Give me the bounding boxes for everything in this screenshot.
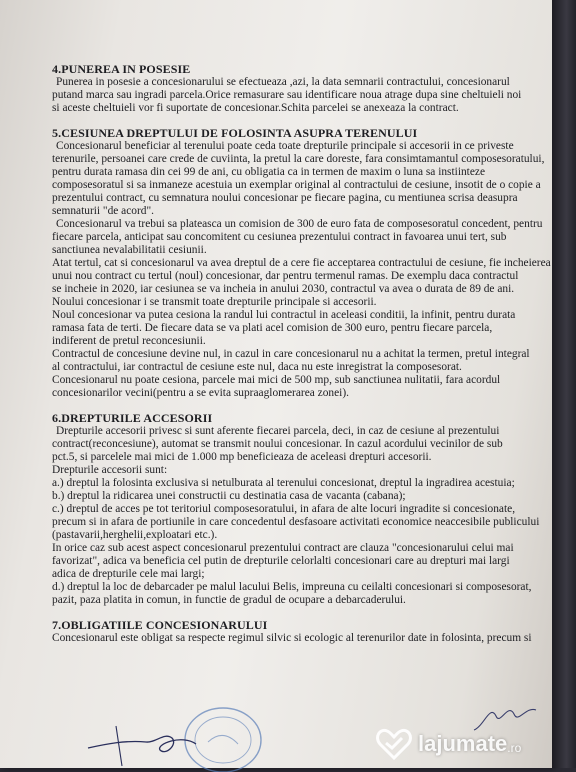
section-5-line: se incheie in 2020, iar cesiunea se va incheia in anului 2030, contractul va avea o durata de 89 de ani. — [52, 283, 515, 295]
section-6 — [52, 412, 552, 607]
section-6-line: In orice caz sub acest aspect concesionarul prezentului contract are clauza "concesionarului celui mai — [52, 542, 514, 554]
section-5 — [52, 127, 552, 400]
section-5-line: Noul concesionar va putea cesiona la randul lui contractul in aceleasi conditii, la infinit, pentru durata — [52, 309, 516, 321]
section-6-line: (pastavarii,herghelii,exploatari etc.). — [52, 529, 218, 541]
section-6-line: contract(reconcesiune), automat se transmit noului concesionar. In cazul acordului vecinilor de sub — [52, 438, 503, 450]
section-7-title: 7.OBLIGATIILE CONCESIONARULUI — [52, 618, 268, 632]
section-4-title: 4.PUNEREA IN POSESIE — [52, 62, 191, 76]
section-6-line: d.) dreptul la loc de debarcader pe malul lacului Belis, impreuna cu ceilalti concesionari si composesorat, — [52, 581, 532, 593]
watermark-tld: .ro — [507, 741, 522, 755]
watermark — [376, 724, 568, 764]
section-5-line: unui nou contract cu tertul (noul) concesionar, dar pentru termenul ramas. De exemplu daca contractul — [52, 270, 519, 282]
section-7-line: Concesionarul este obligat sa respecte regimul silvic si ecologic al terenurilor date in folosinta, precum si — [52, 632, 532, 644]
section-6-title: 6.DREPTURILE ACCESORII — [52, 411, 213, 425]
section-5-line: sanctiunea nevalabilitatii cesiunii. — [52, 244, 207, 256]
section-5-line: Noului concesionar i se transmit toate drepturile principale si accesorii. — [52, 296, 377, 308]
section-6-line: favorizat", adica va beneficia cel putin de drepturile celorlalti concesionari care au drepturi mai largi — [52, 555, 510, 567]
background-edge — [552, 0, 576, 768]
section-5-line: pentru durata ramasa din cei 99 de ani, cu obligatia ca in termen de maxim o luna sa instiinteze — [52, 166, 486, 178]
section-5-line: prezentului contract, cu semnatura noului concesionar pe fiecare pagina, cu mentiunea scrisa deasupra — [52, 192, 518, 204]
section-4-line: Punerea in posesie a concesionarului se efectueaza ,azi, la data semnarii contractului, concesionarul — [56, 76, 510, 88]
section-5-line: Concesionarul va trebui sa plateasca un comision de 300 de euro fata de composesoratul concedent, pentru — [56, 218, 543, 230]
section-5-title: 5.CESIUNEA DREPTULUI DE FOLOSINTA ASUPRA TERENULUI — [52, 126, 418, 140]
section-5-line: ramasa fata de terti. De fiecare data se va plati acel comision de 300 euro, pentru fiecare parcela, — [52, 322, 493, 334]
section-6-line: adica de drepturile cele mai largi; — [52, 568, 205, 580]
section-4 — [52, 63, 552, 115]
section-4-line: putand marca sau ingradi parcela.Orice remasurare sau identificare noua atrage dupa sine cheltuieli noi — [52, 89, 522, 101]
section-6-line: Drepturile accesorii sunt: — [52, 464, 168, 476]
section-6-line: precum si in afara de portiunile in care concedentul desfasoare activitati economice neaccesibile publicului — [52, 516, 540, 528]
section-5-line: indiferent de pretul reconcesiunii. — [52, 335, 206, 347]
section-5-line: al contractului, iar contractul de cesiune este nul, daca nu este inregistrat la composesorat. — [52, 361, 462, 373]
section-6-line: c.) dreptul de acces pe tot teritoriul composesoratului, in afara de alte locuri ingradite si concesionate, — [52, 503, 516, 515]
section-5-line: fiecare parcela, anticipat sau concomitent cu cesiunea prezentului contract in favoarea unui tert, sub — [52, 231, 507, 243]
section-6-line: a.) dreptul la folosinta exclusiva si netulburata al terenului concesionat, dreptul la ingradirea acestuia; — [52, 477, 515, 489]
section-6-line: pct.5, si parcelele mai mici de 1.000 mp beneficieaza de aceleasi drepturi accesorii. — [52, 451, 432, 463]
section-5-line: Concesionarul beneficiar al terenului poate ceda toate drepturile principale si accesorii in ce priveste — [56, 140, 514, 152]
heart-logo-icon — [376, 728, 412, 760]
section-5-line: semnaturii "de acord". — [52, 205, 154, 217]
section-6-line: b.) dreptul la ridicarea unei constructii cu destinatia casa de vacanta (cabana); — [52, 490, 406, 502]
section-5-line: terenurile, persoanei care crede de cuviinta, la pretul la care doreste, fara consimtamantul composesoratului, — [52, 153, 545, 165]
section-5-line: Concesionarul nu poate cesiona, parcele mai mici de 500 mp, sub sanctiunea nulitatii, fara acordul — [52, 374, 501, 386]
section-6-line: pazit, paza platita in comun, in functie de gradul de ocupare a debarcaderului. — [52, 594, 406, 606]
section-5-line: Contractul de concesiune devine nul, in cazul in care concesionarul nu a achitat la termen, pretul integral — [52, 348, 530, 360]
section-7 — [52, 619, 552, 645]
signature — [86, 722, 206, 768]
section-5-line: concesionarilor vecini(pentru a se evita supraaglomerarea zonei). — [52, 387, 349, 399]
watermark-brand: lajumate — [418, 731, 508, 756]
section-5-line: Atat tertul, cat si concesionarul va avea dreptul de a cere fie acceptarea contractului de cesiune, fie incheierea — [52, 257, 551, 269]
section-4-line: si aceste cheltuieli vor fi suportate de concesionar.Schita parcelei se anexeaza la contract. — [52, 102, 459, 114]
section-5-line: composesoratul si sa inmaneze acestuia un exemplar original al contractului de cesiune, insotit de o copie a — [52, 179, 541, 191]
section-6-line: Drepturile accesorii privesc si sunt aferente fiecarei parcela, deci, in caz de cesiune al prezentului — [56, 425, 500, 437]
contract-text — [52, 63, 552, 657]
